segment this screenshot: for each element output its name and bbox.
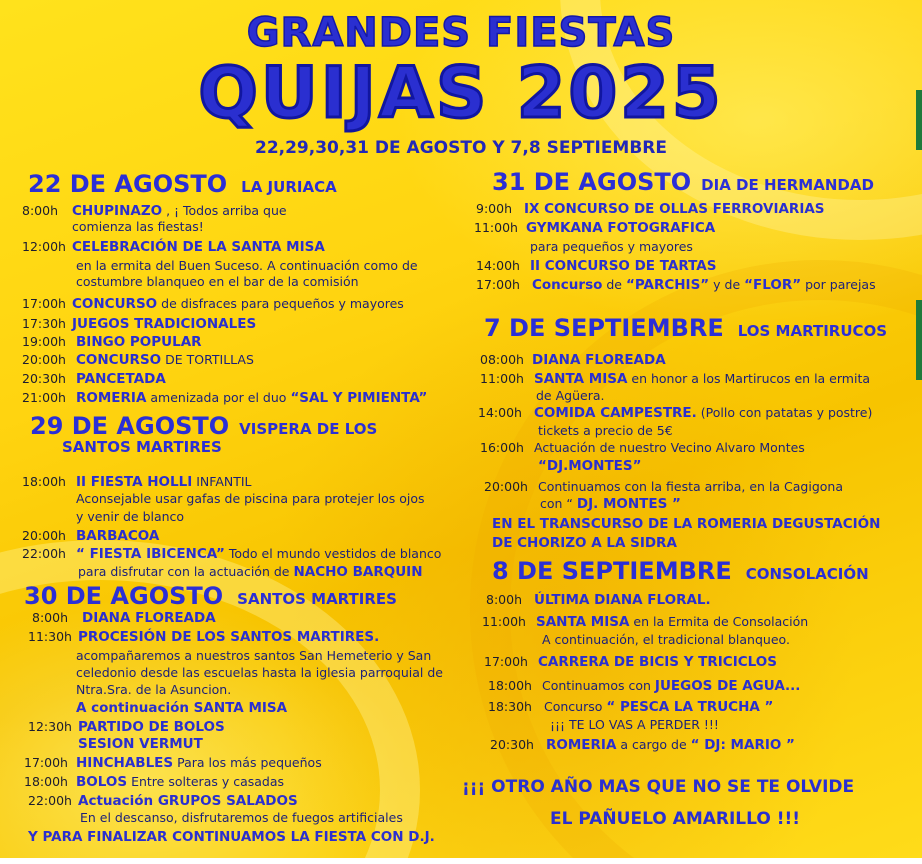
event [24, 755, 322, 771]
event [22, 203, 287, 219]
event-time: 11:30h [28, 629, 72, 644]
event-note: celedonio desde las escuelas hasta la iglesia parroquial de [76, 665, 443, 680]
event-title: ROMERIA [546, 737, 617, 753]
event-title: ÚLTIMA DIANA FLORAL. [534, 592, 711, 608]
day-theme: LOS MARTIRUCOS [737, 322, 888, 340]
event-time: 21:00h [22, 390, 66, 405]
event [32, 610, 216, 626]
day-heading [492, 557, 869, 585]
event-note: para pequeños y mayores [530, 239, 693, 254]
event-time: 12:00h [22, 239, 66, 254]
event-note: En el descanso, disfrutaremos de fuegos artificiales [80, 810, 403, 825]
poster-dates: 22,29,30,31 DE AGOSTO Y 7,8 SEPTIEMBRE [254, 138, 668, 158]
day-theme: VISPERA DE LOS [239, 420, 378, 438]
event [22, 239, 325, 255]
event-title: GYMKANA FOTOGRAFICA [526, 220, 716, 236]
day-theme: CONSOLACIÓN [745, 565, 869, 583]
day-heading [30, 412, 377, 440]
event-title: PANCETADA [76, 371, 166, 387]
bottom-strip [0, 858, 922, 864]
event-time: 8:00h [486, 592, 522, 607]
event-detail: Entre solteras y casadas [131, 774, 285, 789]
event [22, 296, 404, 312]
event-detail: Concurso [544, 699, 603, 714]
event [480, 440, 805, 455]
event [478, 405, 872, 421]
event [488, 678, 800, 694]
event-time: 11:00h [474, 220, 518, 235]
event-title: BINGO POPULAR [76, 334, 202, 350]
event [22, 546, 441, 562]
day-heading [492, 168, 874, 196]
event-detail: INFANTIL [196, 474, 252, 489]
day-theme: SANTOS MARTIRES [237, 590, 397, 608]
edge-strip [916, 300, 922, 380]
day-heading [24, 582, 397, 610]
day-date: 29 DE AGOSTO [30, 412, 230, 440]
day-date: 30 DE AGOSTO [24, 582, 224, 610]
event-title: PARTIDO DE BOLOS [78, 719, 225, 735]
event-detail: DE TORTILLAS [165, 352, 254, 367]
event-title: II CONCURSO DE TARTAS [530, 258, 717, 274]
event-title: JUEGOS TRADICIONALES [72, 316, 257, 332]
notice-text: EN EL TRANSCURSO DE LA ROMERIA DEGUSTACIÓN [492, 516, 881, 532]
event [22, 474, 252, 490]
event [24, 774, 284, 790]
event-title: “ PESCA LA TRUCHA ” [606, 699, 774, 715]
event [480, 352, 666, 368]
event-time: 20:00h [22, 352, 66, 367]
day-date: 7 DE SEPTIEMBRE [484, 314, 724, 342]
event-title: Y PARA FINALIZAR CONTINUAMOS LA FIESTA CON D.J. [28, 829, 435, 845]
event-time: 17:00h [476, 277, 520, 292]
event-performer: “DJ.MONTES” [538, 458, 642, 474]
event-note: Ntra.Sra. de la Asuncion. [76, 682, 232, 697]
event [22, 371, 166, 387]
event-title: ROMERIA [76, 390, 147, 406]
event-time: 11:00h [482, 614, 526, 629]
event-time: 20:00h [484, 479, 528, 494]
event-note: Aconsejable usar gafas de piscina para protejer los ojos [76, 491, 425, 506]
event-title: DIANA FLOREADA [82, 610, 216, 626]
event-title: “FLOR” [744, 277, 802, 293]
event-title: JUEGOS DE AGUA... [654, 678, 801, 694]
event-title: SESION VERMUT [78, 736, 203, 752]
event-title: II FIESTA HOLLI [76, 474, 193, 490]
event-performer: “ DJ: MARIO ” [690, 737, 795, 753]
event-detail: en honor a los Martirucos en la ermita [631, 371, 871, 386]
event-note: acompañaremos a nuestros santos San Hemeterio y San [76, 648, 432, 663]
event-time: 17:00h [484, 654, 528, 669]
poster-town-year: QUIJAS 2025 [198, 52, 724, 134]
event-title: SANTA MISA [536, 614, 630, 630]
event-time: 20:30h [490, 737, 534, 752]
event [476, 201, 825, 217]
event [482, 614, 808, 630]
event [28, 719, 225, 735]
event-title: “PARCHIS” [625, 277, 710, 293]
event-title: IX CONCURSO DE OLLAS FERROVIARIAS [524, 201, 825, 217]
event-time: 8:00h [22, 203, 58, 218]
event-note: y venir de blanco [76, 509, 185, 524]
event-time: 20:30h [22, 371, 66, 386]
event [490, 737, 795, 753]
event-time: 17:30h [22, 316, 66, 331]
event-performer: NACHO BARQUIN [293, 564, 423, 580]
event-detail: , ¡ Todos arriba que [166, 203, 287, 218]
event-title: BARBACOA [76, 528, 160, 544]
day-date: 22 DE AGOSTO [28, 170, 228, 198]
event [476, 277, 876, 293]
event [28, 793, 298, 809]
day-date: 8 DE SEPTIEMBRE [492, 557, 732, 585]
notice [492, 535, 677, 551]
event-time: 18:00h [22, 474, 66, 489]
event-note: A continuación, el tradicional blanqueo. [542, 632, 790, 647]
event [78, 736, 203, 752]
closing-line [28, 829, 435, 845]
event-time: 18:00h [24, 774, 68, 789]
event-performer: “SAL Y PIMIENTA” [290, 390, 428, 406]
event-note-text: para disfrutar con la actuación de [78, 564, 290, 579]
event [486, 592, 711, 608]
event-title: COMIDA CAMPESTRE. [534, 405, 697, 421]
event-detail: y de [713, 277, 741, 292]
event [484, 654, 777, 670]
day-theme: LA JURIACA [241, 178, 337, 196]
event-note [540, 496, 681, 512]
event-note: de Agüera. [536, 388, 605, 403]
event-time: 12:30h [28, 719, 72, 734]
event [488, 699, 773, 715]
notice [492, 516, 880, 532]
event-time: 20:00h [22, 528, 66, 543]
event-note: comienza las fiestas! [72, 219, 204, 234]
event-time: 17:00h [24, 755, 68, 770]
event [480, 371, 870, 387]
closing-slogan: ¡¡¡ OTRO AÑO MAS QUE NO SE TE OLVIDE [462, 777, 855, 797]
event-detail: de disfraces para pequeños y mayores [161, 296, 404, 311]
event-detail: amenizada por el duo [150, 390, 287, 405]
event-detail: a cargo de [620, 737, 687, 752]
day-heading [484, 314, 887, 342]
event [76, 700, 287, 716]
day-heading [28, 170, 337, 198]
event-time: 22:00h [28, 793, 72, 808]
event-note: en la ermita del Buen Suceso. A continuación como de [76, 258, 418, 273]
event-title: DIANA FLOREADA [532, 352, 666, 368]
event-time: 19:00h [22, 334, 66, 349]
event [22, 528, 159, 544]
event-time: 22:00h [22, 546, 66, 561]
event [22, 316, 256, 332]
event-note: costumbre blanqueo en el bar de la comisión [76, 274, 359, 289]
event-title: CONCURSO [72, 296, 158, 312]
event-note [78, 564, 423, 580]
event-title: PROCESIÓN DE LOS SANTOS MARTIRES. [78, 629, 380, 645]
event-title: HINCHABLES [76, 755, 174, 771]
event-title: Actuación GRUPOS SALADOS [78, 793, 298, 809]
notice-text: DE CHORIZO A LA SIDRA [492, 535, 677, 551]
event-time: 11:00h [480, 371, 524, 386]
event-detail: por parejas [805, 277, 876, 292]
event [538, 458, 641, 474]
event-detail: (Pollo con patatas y postre) [700, 405, 873, 420]
event-title: CARRERA DE BICIS Y TRICICLOS [538, 654, 777, 670]
event-title: Concurso [532, 277, 603, 293]
day-theme: DIA DE HERMANDAD [701, 176, 874, 194]
day-theme-continued: SANTOS MARTIRES [62, 438, 222, 456]
event-time: 8:00h [32, 610, 68, 625]
event [476, 258, 716, 274]
event-note-text: con “ [540, 496, 573, 511]
closing-slogan: EL PAÑUELO AMARILLO !!! [550, 809, 800, 829]
event-performer: DJ. MONTES ” [576, 496, 681, 512]
event-detail: Para los más pequeños [177, 755, 322, 770]
event-detail: Todo el mundo vestidos de blanco [228, 546, 442, 561]
poster-title: GRANDES FIESTAS [246, 10, 676, 56]
event [28, 629, 379, 645]
event [22, 390, 427, 406]
event-title: CONCURSO [76, 352, 162, 368]
event-detail: en la Ermita de Consolación [633, 614, 809, 629]
event-note: tickets a precio de 5€ [538, 423, 673, 438]
event [22, 334, 202, 350]
event-title: “ FIESTA IBICENCA” [76, 546, 225, 562]
event [22, 352, 254, 368]
event-title: BOLOS [76, 774, 128, 790]
event-note: ¡¡¡ TE LO VAS A PERDER !!! [550, 717, 719, 732]
event-detail: Continuamos con la fiesta arriba, en la Cagigona [538, 479, 844, 494]
event-time: 9:00h [476, 201, 512, 216]
event-title: A continuación SANTA MISA [76, 700, 288, 716]
event-time: 16:00h [480, 440, 524, 455]
event [484, 479, 843, 494]
event [474, 220, 715, 236]
event-detail: de [606, 277, 622, 292]
event-time: 14:00h [478, 405, 522, 420]
event-time: 18:30h [488, 699, 532, 714]
event-title: CELEBRACIÓN DE LA SANTA MISA [72, 239, 325, 255]
event-detail: Actuación de nuestro Vecino Alvaro Montes [534, 440, 805, 455]
event-title: CHUPINAZO [72, 203, 163, 219]
event-title: SANTA MISA [534, 371, 628, 387]
event-time: 17:00h [22, 296, 66, 311]
event-time: 08:00h [480, 352, 524, 367]
event-time: 14:00h [476, 258, 520, 273]
day-date: 31 DE AGOSTO [492, 168, 692, 196]
event-detail: Continuamos con [542, 678, 651, 693]
event-time: 18:00h [488, 678, 532, 693]
